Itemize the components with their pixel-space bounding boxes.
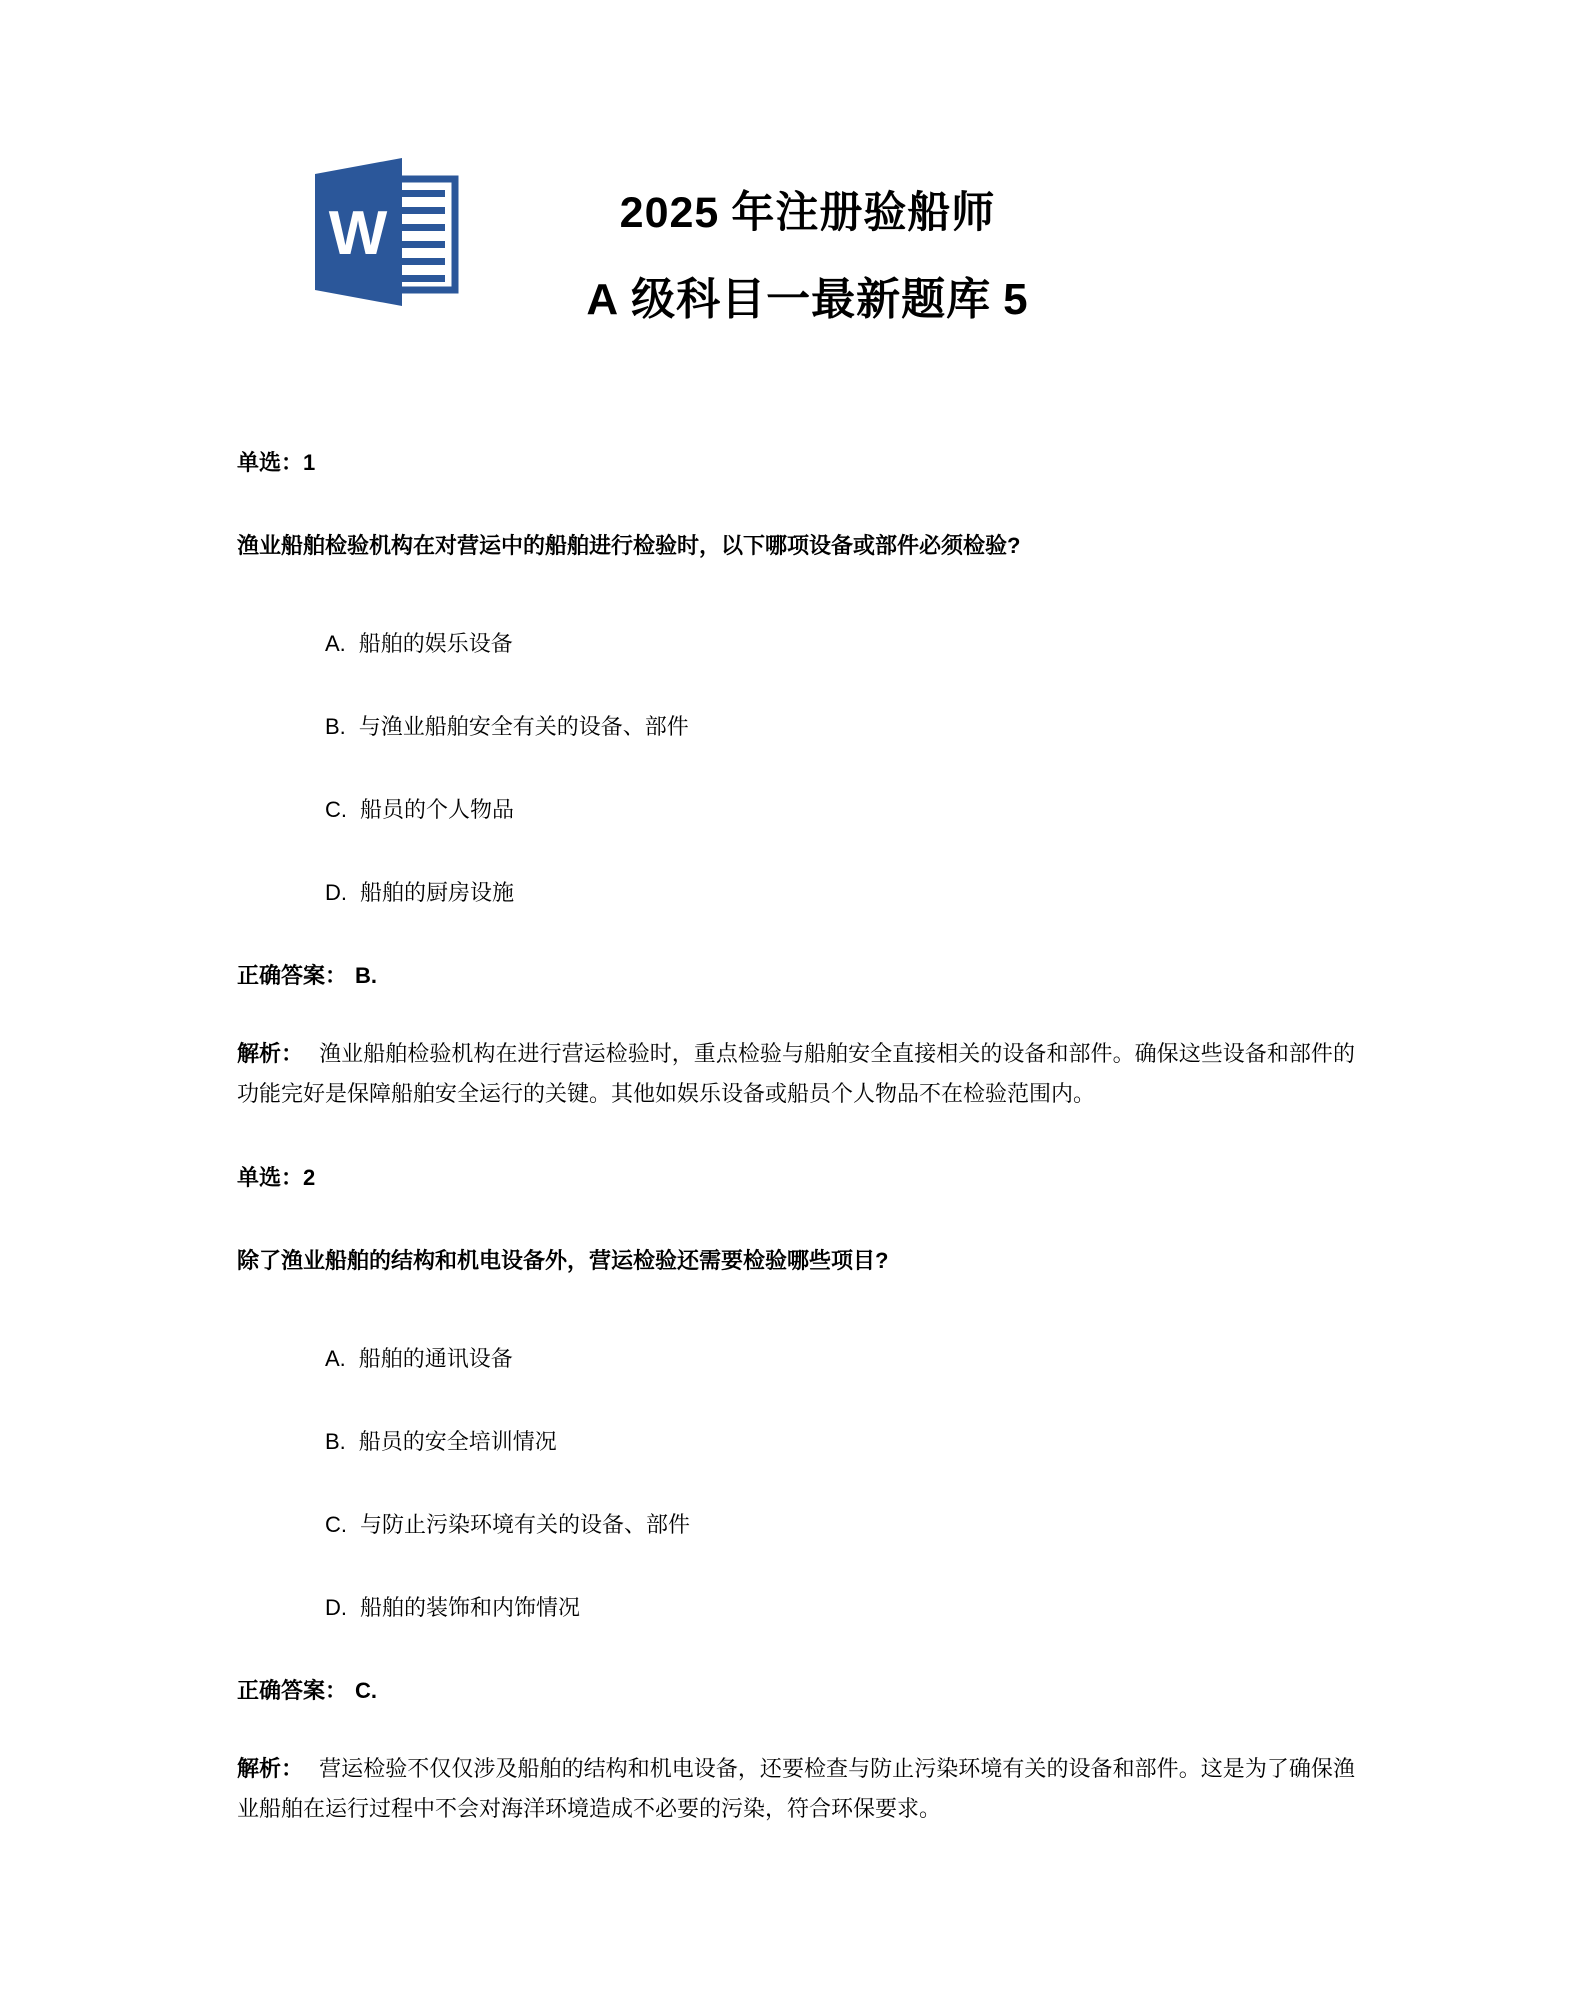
document-body xyxy=(237,443,1355,1873)
option-letter: D. xyxy=(325,1595,347,1620)
document-title-line1 xyxy=(14,179,1587,240)
word-logo-letter: W xyxy=(328,199,388,268)
question-2-option-d xyxy=(325,1588,1355,1628)
question-1-option-b xyxy=(325,707,1355,747)
answer-label: 正确答案： xyxy=(237,1678,348,1703)
option-text: 与渔业船舶安全有关的设备、部件 xyxy=(358,714,689,739)
option-text: 船舶的厨房设施 xyxy=(360,880,515,905)
question-2-analysis xyxy=(237,1749,1355,1829)
option-text: 船舶的通讯设备 xyxy=(358,1346,513,1371)
title-line2-text: 级科目一最新题库 xyxy=(631,275,992,324)
question-2-text: 除了渔业船舶的结构和机电设备外，营运检验还需要检验哪些项目? xyxy=(237,1248,889,1273)
document-title-line2 xyxy=(14,263,1587,327)
analysis-text: 营运检验不仅仅涉及船舶的结构和机电设备，还要检查与防止污染环境有关的设备和部件。这是为了确保渔业船舶在运行过程中不会对海洋环境造成不必要的污染，符合环保要求。 xyxy=(237,1756,1355,1821)
option-letter: D. xyxy=(325,880,347,905)
title-line1-text: 年注册验船师 xyxy=(731,190,996,237)
question-1-option-a xyxy=(325,624,1355,664)
question-2-label: 单选：2 xyxy=(237,1165,316,1190)
answer-value: C. xyxy=(355,1678,378,1703)
question-2-options xyxy=(237,1339,1355,1628)
option-text: 船舶的装饰和内饰情况 xyxy=(360,1595,581,1620)
option-letter: C. xyxy=(325,797,347,822)
question-2-option-c xyxy=(325,1505,1355,1545)
option-letter: B. xyxy=(325,1429,346,1454)
question-1-answer xyxy=(237,956,1355,996)
question-1-analysis xyxy=(237,1034,1355,1114)
analysis-label: 解析： xyxy=(237,1041,304,1066)
option-letter: A. xyxy=(325,1346,346,1371)
option-letter: A. xyxy=(325,631,346,656)
analysis-label: 解析： xyxy=(237,1756,304,1781)
question-1-options xyxy=(237,624,1355,913)
question-1-text: 渔业船舶检验机构在对营运中的船舶进行检验时，以下哪项设备或部件必须检验? xyxy=(237,533,1021,558)
question-1-label: 单选：1 xyxy=(237,450,316,475)
analysis-text: 渔业船舶检验机构在进行营运检验时，重点检验与船舶安全直接相关的设备和部件。确保这些设备和部件的功能完好是保障船舶安全运行的关键。其他如娱乐设备或船员个人物品不在检验范围内。 xyxy=(237,1041,1355,1106)
option-text: 船员的安全培训情况 xyxy=(358,1429,557,1454)
title-level: A xyxy=(586,275,620,324)
answer-label: 正确答案： xyxy=(237,963,348,988)
title-year: 2025 xyxy=(619,189,720,237)
question-1-option-d xyxy=(325,873,1355,913)
question-2-option-a xyxy=(325,1339,1355,1379)
option-text: 船员的个人物品 xyxy=(360,797,515,822)
answer-value: B. xyxy=(355,963,378,988)
question-2-answer xyxy=(237,1671,1355,1711)
question-2-option-b xyxy=(325,1422,1355,1462)
question-1-option-c xyxy=(325,790,1355,830)
option-text: 船舶的娱乐设备 xyxy=(358,631,513,656)
option-text: 与防止污染环境有关的设备、部件 xyxy=(360,1512,691,1537)
title-volume: 5 xyxy=(1003,275,1029,324)
option-letter: B. xyxy=(325,714,346,739)
option-letter: C. xyxy=(325,1512,347,1537)
